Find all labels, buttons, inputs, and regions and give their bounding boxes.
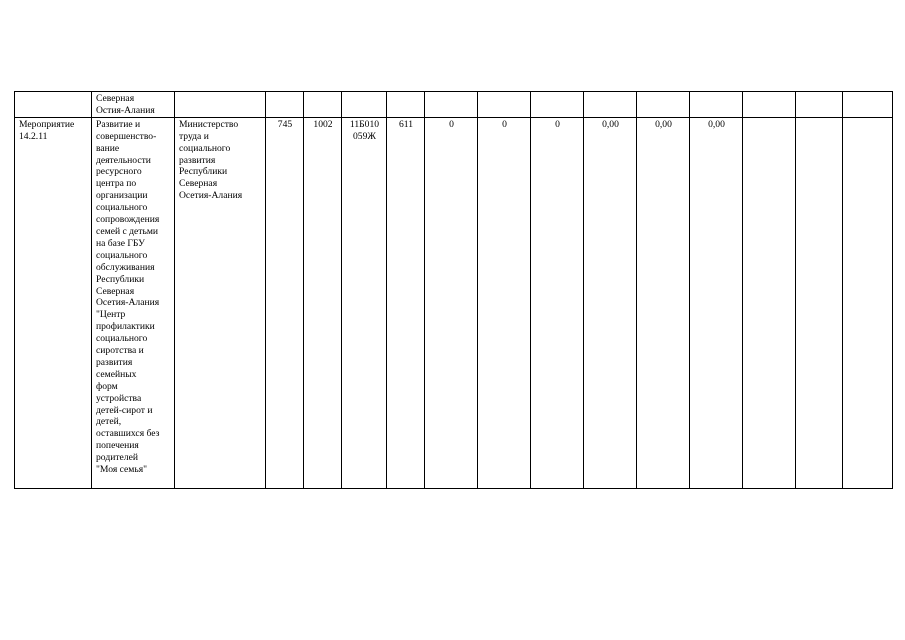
event-label: Мероприятие 14.2.11 <box>19 118 75 142</box>
table-cell-value <box>637 117 690 488</box>
value-2: 0 <box>502 118 507 130</box>
value-5: 0,00 <box>655 118 672 130</box>
cell-text: Северная Остия-Алания <box>96 93 155 116</box>
value-4: 0,00 <box>602 118 619 130</box>
table-cell-value <box>584 92 637 118</box>
table-cell-value <box>478 92 531 118</box>
table-cell-grbs <box>266 92 304 118</box>
value-6: 0,00 <box>708 118 725 130</box>
table-cell-value <box>690 117 743 488</box>
rzpr-code: 1002 <box>313 118 333 130</box>
table-cell-value <box>531 92 584 118</box>
table-cell-value <box>478 117 531 488</box>
table-cell-description <box>92 117 175 488</box>
table-cell-description <box>92 92 175 118</box>
event-description: Развитие и совершенство- вание деятельности ресурсного центра по организации социального сопровождения семей с детьми на базе ГБУ социального обслуживания Республики Северная Осетия-Алания "Центр профилактики социального сиротства и развития семейных форм устройства детей-сирот и детей, оставшихся без попечения родителей "Моя семья" <box>96 118 160 476</box>
csr-code: 11Б010 059Ж <box>349 118 380 142</box>
table-cell-vr <box>387 92 425 118</box>
table-cell-vr <box>387 117 425 488</box>
table-cell-value <box>425 117 478 488</box>
table-cell-rzpr <box>304 92 342 118</box>
table-cell-value <box>637 92 690 118</box>
vr-code: 611 <box>398 118 414 130</box>
table-cell-value <box>843 117 893 488</box>
table-cell-value <box>531 117 584 488</box>
table-cell-value <box>743 117 796 488</box>
table-cell-rzpr <box>304 117 342 488</box>
table-cell-csr <box>342 117 387 488</box>
table-cell-value <box>584 117 637 488</box>
table-cell-value <box>690 92 743 118</box>
table-cell-event <box>15 117 92 488</box>
table-cell-grbs <box>266 117 304 488</box>
table-cell-csr <box>342 92 387 118</box>
table-cell-value <box>425 92 478 118</box>
grbs-code: 745 <box>277 118 293 130</box>
executor-name: Министерство труда и социального развития Республики Северная Осетия-Алания <box>179 118 243 202</box>
table-cell-value <box>743 92 796 118</box>
table-cell-executor <box>175 117 266 488</box>
table-cell-event <box>15 92 92 118</box>
table-cell-value <box>796 117 843 488</box>
table-row <box>15 92 893 118</box>
table-cell-value <box>796 92 843 118</box>
table-cell-executor <box>175 92 266 118</box>
value-3: 0 <box>555 118 560 130</box>
value-1: 0 <box>449 118 454 130</box>
table-row <box>15 117 893 488</box>
budget-table <box>14 91 893 489</box>
table-cell-value <box>843 92 893 118</box>
